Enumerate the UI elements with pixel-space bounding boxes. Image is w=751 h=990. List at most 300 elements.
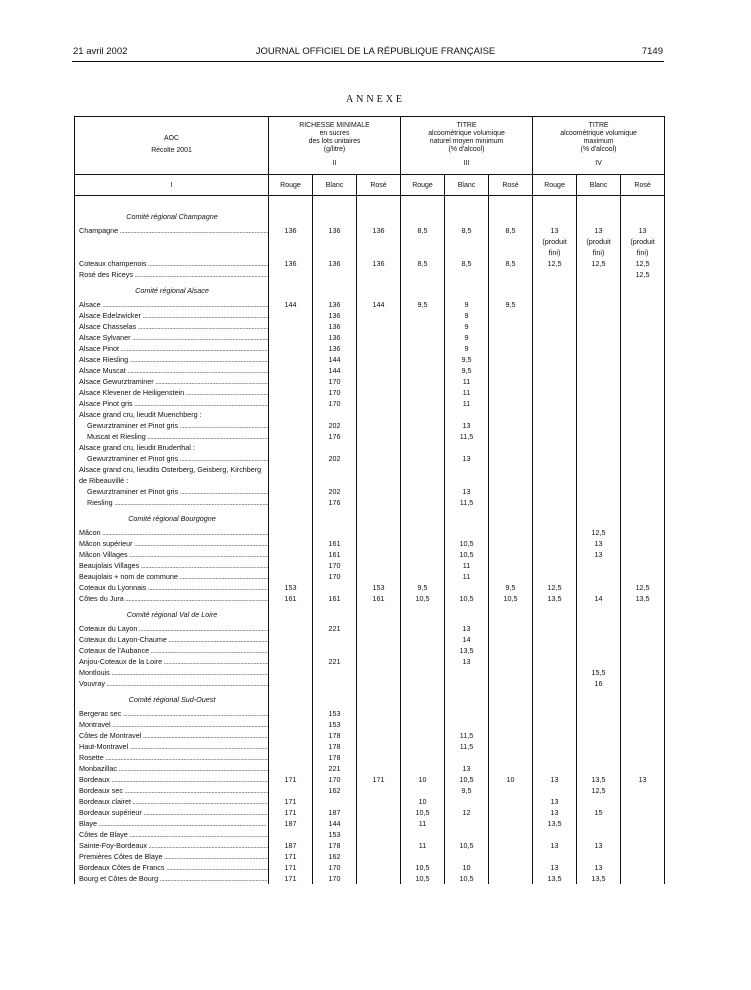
- value-cell: 10,5: [401, 862, 445, 873]
- value-cell: [489, 851, 533, 862]
- table-row: [75, 678, 665, 689]
- value-cell: 176: [313, 431, 357, 442]
- table-row: [75, 582, 665, 593]
- subheader: Rouge: [533, 175, 577, 196]
- value-cell: [489, 741, 533, 752]
- value-cell: [269, 708, 313, 719]
- value-cell: [489, 678, 533, 689]
- value-cell: [533, 453, 577, 464]
- value-cell: 9,5: [489, 582, 533, 593]
- harvest-label: Récolte 2001: [151, 147, 192, 154]
- value-cell: 11,5: [445, 497, 489, 508]
- section-title: Comité régional Alsace: [75, 280, 269, 299]
- value-cell: 13: [533, 796, 577, 807]
- value-cell: [357, 645, 401, 656]
- value-cell: 11: [445, 560, 489, 571]
- aoc-header-label: AOC: [164, 135, 179, 142]
- value-cell: [621, 645, 665, 656]
- subheader: Blanc: [313, 175, 357, 196]
- spacer-cell: [489, 196, 533, 207]
- table-body: [75, 196, 665, 885]
- value-cell: 13,5: [533, 818, 577, 829]
- table-row: [75, 752, 665, 763]
- value-cell: [533, 387, 577, 398]
- value-cell: [357, 538, 401, 549]
- table-row: [75, 354, 665, 365]
- value-cell: 14: [577, 593, 621, 604]
- table-row: [75, 321, 665, 332]
- value-cell: [577, 365, 621, 376]
- group-line: des lots unitaires: [308, 138, 361, 145]
- appellation-name: Muscat et Riesling .....: [75, 431, 269, 442]
- value-cell: [401, 645, 445, 656]
- value-cell: [533, 269, 577, 280]
- value-cell: [401, 708, 445, 719]
- value-cell: [489, 387, 533, 398]
- value-cell: [621, 343, 665, 354]
- value-cell: 10,5: [489, 593, 533, 604]
- value-cell: 14: [445, 634, 489, 645]
- table-row: [75, 365, 665, 376]
- table-row: [75, 741, 665, 752]
- table-row: [75, 258, 665, 269]
- value-cell: 144: [357, 299, 401, 310]
- value-cell: [357, 829, 401, 840]
- value-cell: [269, 785, 313, 796]
- value-cell: [577, 708, 621, 719]
- value-cell: [445, 604, 489, 623]
- section-row: [75, 508, 665, 527]
- value-cell: [533, 549, 577, 560]
- value-cell: [533, 508, 577, 527]
- value-cell: [533, 678, 577, 689]
- value-cell: [357, 818, 401, 829]
- value-cell: [489, 840, 533, 851]
- value-cell: [621, 604, 665, 623]
- value-cell: [577, 453, 621, 464]
- table-row: [75, 840, 665, 851]
- table-row: [75, 708, 665, 719]
- appellation-name: Côtes de Montravel .....: [75, 730, 269, 741]
- value-cell: 136: [269, 225, 313, 258]
- value-cell: [577, 299, 621, 310]
- value-cell: [313, 442, 357, 453]
- value-cell: 13: [445, 486, 489, 497]
- value-cell: [401, 829, 445, 840]
- value-cell: 136: [313, 225, 357, 258]
- table-row: [75, 538, 665, 549]
- value-cell: [489, 538, 533, 549]
- value-cell: 11,5: [445, 431, 489, 442]
- value-cell: 12: [445, 807, 489, 818]
- value-cell: [621, 206, 665, 225]
- value-cell: [445, 206, 489, 225]
- value-cell: [577, 796, 621, 807]
- value-cell: [489, 442, 533, 453]
- value-cell: [357, 497, 401, 508]
- value-cell: [577, 486, 621, 497]
- value-cell: [489, 409, 533, 420]
- value-cell: [533, 623, 577, 634]
- value-cell: [401, 464, 445, 486]
- table-row: [75, 527, 665, 538]
- spacer-cell: [621, 196, 665, 207]
- value-cell: [401, 269, 445, 280]
- value-cell: 162: [313, 851, 357, 862]
- value-cell: 144: [313, 354, 357, 365]
- value-cell: [269, 453, 313, 464]
- value-cell: [489, 818, 533, 829]
- table-row: [75, 667, 665, 678]
- value-cell: 11,5: [445, 741, 489, 752]
- value-cell: [621, 538, 665, 549]
- value-cell: [401, 409, 445, 420]
- table-row: [75, 549, 665, 560]
- appellation-name: Beaujolais Villages .....: [75, 560, 269, 571]
- value-cell: 10,5: [445, 538, 489, 549]
- appellation-name: Bordeaux Côtes de Francs .....: [75, 862, 269, 873]
- value-cell: [489, 527, 533, 538]
- value-cell: [269, 538, 313, 549]
- value-cell: [401, 851, 445, 862]
- value-cell: [357, 741, 401, 752]
- value-cell: [445, 582, 489, 593]
- table-row: [75, 486, 665, 497]
- value-cell: [401, 486, 445, 497]
- value-cell: [269, 741, 313, 752]
- appellation-name: Alsace Edelzwicker .....: [75, 310, 269, 321]
- value-cell: [401, 420, 445, 431]
- value-cell: [313, 527, 357, 538]
- value-cell: [401, 571, 445, 582]
- value-cell: [489, 708, 533, 719]
- appellation-name: Bordeaux supérieur .....: [75, 807, 269, 818]
- value-cell: [357, 332, 401, 343]
- spacer-cell: [577, 196, 621, 207]
- value-cell: 171: [269, 862, 313, 873]
- value-cell: [445, 280, 489, 299]
- value-cell: 144: [313, 365, 357, 376]
- table-row: [75, 398, 665, 409]
- value-cell: [269, 206, 313, 225]
- value-cell: [357, 851, 401, 862]
- value-cell: [445, 708, 489, 719]
- value-cell: 10,5: [445, 774, 489, 785]
- value-cell: [621, 678, 665, 689]
- value-cell: 136: [313, 332, 357, 343]
- appellation-name: Bordeaux sec .....: [75, 785, 269, 796]
- value-cell: [357, 464, 401, 486]
- value-cell: [313, 508, 357, 527]
- table-row: [75, 862, 665, 873]
- value-cell: [621, 829, 665, 840]
- group-header-max-alcohol: [533, 117, 665, 175]
- roman-numeral: III: [463, 160, 470, 167]
- page-number: 7149: [641, 46, 663, 57]
- value-cell: 161: [313, 593, 357, 604]
- value-cell: [533, 486, 577, 497]
- group-label: Alsace grand cru, lieudits Osterberg, Geisberg, Kirchberg de Ribeauvillé :: [75, 464, 269, 486]
- value-cell: 12,5: [621, 269, 665, 280]
- value-cell: 12,5: [577, 785, 621, 796]
- spacer-cell: [445, 196, 489, 207]
- value-cell: [621, 862, 665, 873]
- value-cell: 8,5: [445, 225, 489, 258]
- value-cell: [445, 851, 489, 862]
- value-cell: [489, 206, 533, 225]
- appellation-name: Haut-Montravel .....: [75, 741, 269, 752]
- value-cell: [577, 420, 621, 431]
- value-cell: [621, 420, 665, 431]
- value-cell: [577, 560, 621, 571]
- value-cell: [269, 398, 313, 409]
- value-cell: [269, 752, 313, 763]
- value-cell: [533, 741, 577, 752]
- value-cell: [357, 571, 401, 582]
- value-cell: [577, 656, 621, 667]
- value-cell: [313, 409, 357, 420]
- value-cell: [357, 269, 401, 280]
- value-cell: [533, 310, 577, 321]
- table-row: [75, 873, 665, 884]
- value-cell: 9,5: [445, 785, 489, 796]
- value-cell: [621, 354, 665, 365]
- value-cell: 10,5: [401, 873, 445, 884]
- group-line: maximum: [583, 138, 614, 145]
- value-cell: 13,5: [533, 873, 577, 884]
- value-cell: [357, 280, 401, 299]
- appellation-name: Anjou-Coteaux de la Loire .....: [75, 656, 269, 667]
- value-cell: [577, 206, 621, 225]
- value-cell: [577, 442, 621, 453]
- value-cell: 221: [313, 763, 357, 774]
- value-cell: [577, 604, 621, 623]
- table-row: [75, 645, 665, 656]
- appellation-name: Bourg et Côtes de Bourg .....: [75, 873, 269, 884]
- group-label: Alsace grand cru, lieudit Muenchberg :: [75, 409, 269, 420]
- subheader: Rouge: [269, 175, 313, 196]
- value-cell: [401, 538, 445, 549]
- group-line: TITRE: [588, 122, 609, 129]
- value-cell: [269, 549, 313, 560]
- table-row: [75, 807, 665, 818]
- value-cell: [445, 829, 489, 840]
- value-cell: [621, 785, 665, 796]
- value-cell: [357, 206, 401, 225]
- value-cell: [577, 689, 621, 708]
- value-cell: [489, 332, 533, 343]
- value-cell: [621, 623, 665, 634]
- value-cell: [269, 678, 313, 689]
- value-cell: [401, 398, 445, 409]
- value-cell: [533, 206, 577, 225]
- value-cell: [489, 420, 533, 431]
- value-cell: [269, 269, 313, 280]
- value-cell: [621, 730, 665, 741]
- table-row: [75, 656, 665, 667]
- value-cell: 202: [313, 453, 357, 464]
- value-cell: 176: [313, 497, 357, 508]
- value-cell: 171: [269, 774, 313, 785]
- value-cell: [401, 623, 445, 634]
- value-cell: [401, 667, 445, 678]
- value-cell: 9,5: [445, 365, 489, 376]
- value-cell: 10,5: [401, 807, 445, 818]
- value-cell: 10: [489, 774, 533, 785]
- value-cell: [445, 527, 489, 538]
- value-cell: [489, 571, 533, 582]
- value-cell: [621, 634, 665, 645]
- value-cell: [621, 840, 665, 851]
- value-cell: [621, 497, 665, 508]
- value-cell: [533, 299, 577, 310]
- value-cell: [489, 310, 533, 321]
- value-cell: [313, 678, 357, 689]
- value-cell: 136: [357, 258, 401, 269]
- table-row: [75, 376, 665, 387]
- appellation-name: Coteaux champenois .....: [75, 258, 269, 269]
- subheader: Blanc: [445, 175, 489, 196]
- value-cell: [577, 280, 621, 299]
- value-cell: [489, 486, 533, 497]
- value-cell: 9: [445, 310, 489, 321]
- appellation-name: Premières Côtes de Blaye .....: [75, 851, 269, 862]
- value-cell: [401, 634, 445, 645]
- value-cell: 13: [577, 549, 621, 560]
- table-row: [75, 343, 665, 354]
- value-cell: 161: [313, 549, 357, 560]
- value-cell: [445, 678, 489, 689]
- value-cell: [401, 310, 445, 321]
- value-cell: [401, 560, 445, 571]
- value-cell: 170: [313, 862, 357, 873]
- value-cell: 15: [577, 807, 621, 818]
- appellation-name: Gewurztraminer et Pinot gris .....: [75, 486, 269, 497]
- value-cell: [445, 508, 489, 527]
- value-cell: 10,5: [445, 873, 489, 884]
- value-cell: 13: [577, 538, 621, 549]
- value-cell: 9: [445, 299, 489, 310]
- table-row: [75, 851, 665, 862]
- value-cell: 11: [445, 398, 489, 409]
- value-cell: [621, 508, 665, 527]
- appellation-name: Rosette .....: [75, 752, 269, 763]
- value-cell: [357, 420, 401, 431]
- value-cell: [401, 376, 445, 387]
- value-cell: [445, 442, 489, 453]
- group-label-row: [75, 464, 665, 486]
- table-row: [75, 829, 665, 840]
- appellation-name: Mâcon .....: [75, 527, 269, 538]
- value-cell: [621, 299, 665, 310]
- value-cell: [489, 604, 533, 623]
- appellation-name: Côtes de Blaye .....: [75, 829, 269, 840]
- value-cell: 11,5: [445, 730, 489, 741]
- value-cell: 170: [313, 571, 357, 582]
- value-cell: 9: [445, 343, 489, 354]
- value-cell: 13: [445, 420, 489, 431]
- section-row: [75, 604, 665, 623]
- value-cell: [533, 376, 577, 387]
- table-row: [75, 310, 665, 321]
- value-cell: [269, 497, 313, 508]
- value-cell: 153: [313, 708, 357, 719]
- value-cell: 13: [621, 774, 665, 785]
- appellation-name: Alsace Sylvaner .....: [75, 332, 269, 343]
- value-cell: 187: [269, 840, 313, 851]
- value-cell: 13: [577, 840, 621, 851]
- value-cell: 13: [533, 774, 577, 785]
- value-cell: [313, 645, 357, 656]
- value-cell: [357, 409, 401, 420]
- value-cell: [401, 741, 445, 752]
- appellation-name: Vouvray .....: [75, 678, 269, 689]
- value-cell: 13,5: [445, 645, 489, 656]
- value-cell: 10: [401, 796, 445, 807]
- value-cell: [533, 829, 577, 840]
- header-title: JOURNAL OFFICIEL DE LA RÉPUBLIQUE FRANÇAISE: [255, 46, 496, 57]
- value-cell: 11: [445, 376, 489, 387]
- value-cell: 11: [445, 387, 489, 398]
- appellation-name: Alsace Chasselas .....: [75, 321, 269, 332]
- value-cell: [621, 708, 665, 719]
- value-cell: [621, 807, 665, 818]
- value-cell: 221: [313, 656, 357, 667]
- value-cell: [401, 730, 445, 741]
- aoc-roman: I: [75, 175, 269, 196]
- value-cell: 11: [445, 571, 489, 582]
- value-cell: [357, 365, 401, 376]
- header-date: 21 avril 2002: [73, 46, 128, 57]
- value-cell: [357, 763, 401, 774]
- table-row: [75, 453, 665, 464]
- value-cell: [577, 741, 621, 752]
- appellation-name: Riesling .....: [75, 497, 269, 508]
- value-cell: 12,5: [621, 258, 665, 269]
- value-cell: [401, 354, 445, 365]
- value-cell: [577, 354, 621, 365]
- value-cell: [621, 365, 665, 376]
- value-cell: 9: [445, 321, 489, 332]
- subheader: Rosé: [489, 175, 533, 196]
- value-cell: [577, 571, 621, 582]
- value-cell: [489, 719, 533, 730]
- appellation-name: Mâcon Villages .....: [75, 549, 269, 560]
- table-row: [75, 299, 665, 310]
- value-cell: 10: [445, 862, 489, 873]
- spacer-cell: [401, 196, 445, 207]
- value-cell: [445, 689, 489, 708]
- value-cell: 13: [445, 656, 489, 667]
- group-label-row: [75, 409, 665, 420]
- value-cell: [401, 431, 445, 442]
- value-cell: 187: [313, 807, 357, 818]
- value-cell: [489, 508, 533, 527]
- appellation-name: Bordeaux .....: [75, 774, 269, 785]
- value-cell: 9,5: [445, 354, 489, 365]
- value-cell: [489, 464, 533, 486]
- value-cell: [533, 656, 577, 667]
- value-cell: [313, 796, 357, 807]
- group-line: RICHESSE MINIMALE: [299, 122, 370, 129]
- appellation-name: Alsace Gewurztraminer .....: [75, 376, 269, 387]
- table-row: [75, 431, 665, 442]
- table-row: [75, 497, 665, 508]
- group-header-sugar: [269, 117, 401, 175]
- appellation-name: Monbazillac .....: [75, 763, 269, 774]
- value-cell: 136: [357, 225, 401, 258]
- value-cell: [445, 464, 489, 486]
